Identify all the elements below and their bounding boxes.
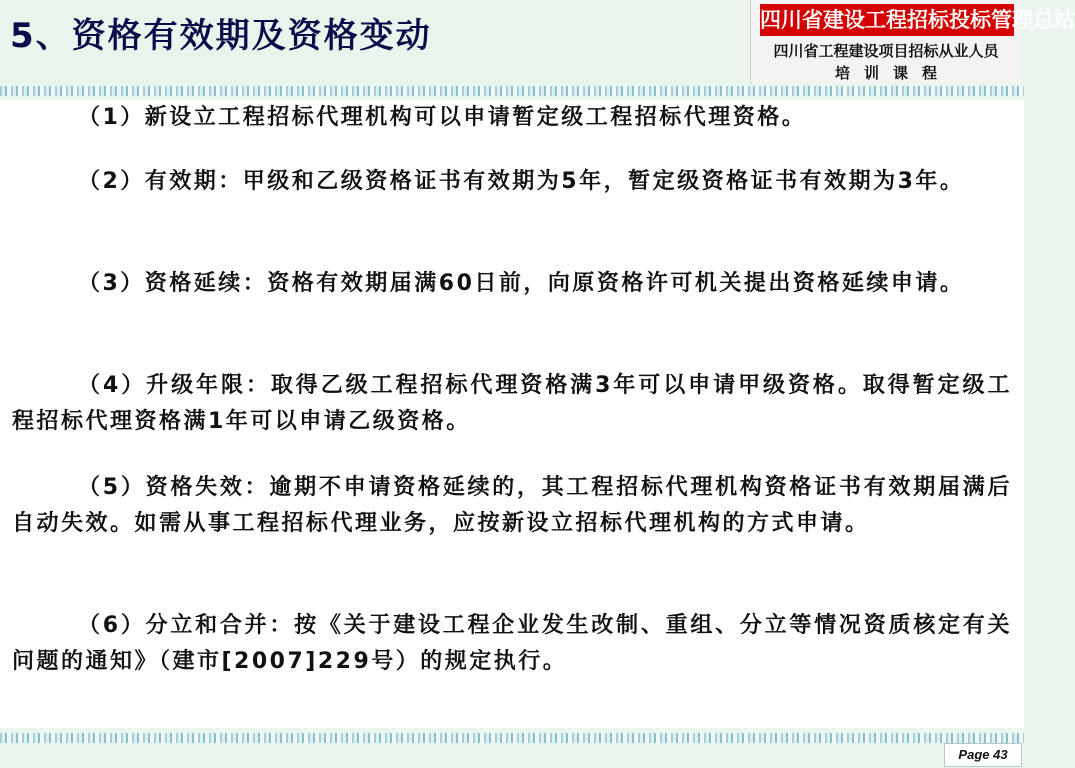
paragraph-2: （2）有效期：甲级和乙级资格证书有效期为5年，暂定级资格证书有效期为3年。 [78, 169, 965, 194]
slide-footer [0, 743, 1024, 768]
paragraph-6: （6）分立和合并：按《关于建设工程企业发生改制、重组、分立等情况资质核定有关问题的通知》（建市[2007]229号）的规定执行。 [12, 613, 1012, 674]
paragraph-3: （3）资格延续：资格有效期届满60日前，向原资格许可机关提出资格延续申请。 [78, 271, 965, 296]
logo-subtitle-line1: 四川省工程建设项目招标从业人员 [773, 42, 999, 60]
logo-banner: 四川省建设工程招标投标管理总站 [760, 4, 1014, 36]
decorative-band-top [0, 86, 1024, 96]
organization-logo [750, 0, 1075, 84]
decorative-band-bottom [0, 733, 1024, 743]
slide-title: 5、资格有效期及资格变动 [10, 16, 432, 56]
paragraph-5: （5）资格失效：逾期不申请资格延续的，其工程招标代理机构资格证书有效期届满后自动失效。如需从事工程招标代理业务，应按新设立招标代理机构的方式申请。 [12, 475, 1012, 536]
slide-header [0, 0, 1075, 88]
logo-subtitle-line2: 培训课程 [834, 64, 951, 82]
page-number: Page 43 [944, 743, 1022, 767]
slide-content [0, 100, 1024, 728]
paragraph-4: （4）升级年限：取得乙级工程招标代理资格满3年可以申请甲级资格。取得暂定级工程招标代理资格满1年可以申请乙级资格。 [12, 373, 1012, 434]
paragraph-1: （1）新设立工程招标代理机构可以申请暂定级工程招标代理资格。 [78, 105, 807, 130]
